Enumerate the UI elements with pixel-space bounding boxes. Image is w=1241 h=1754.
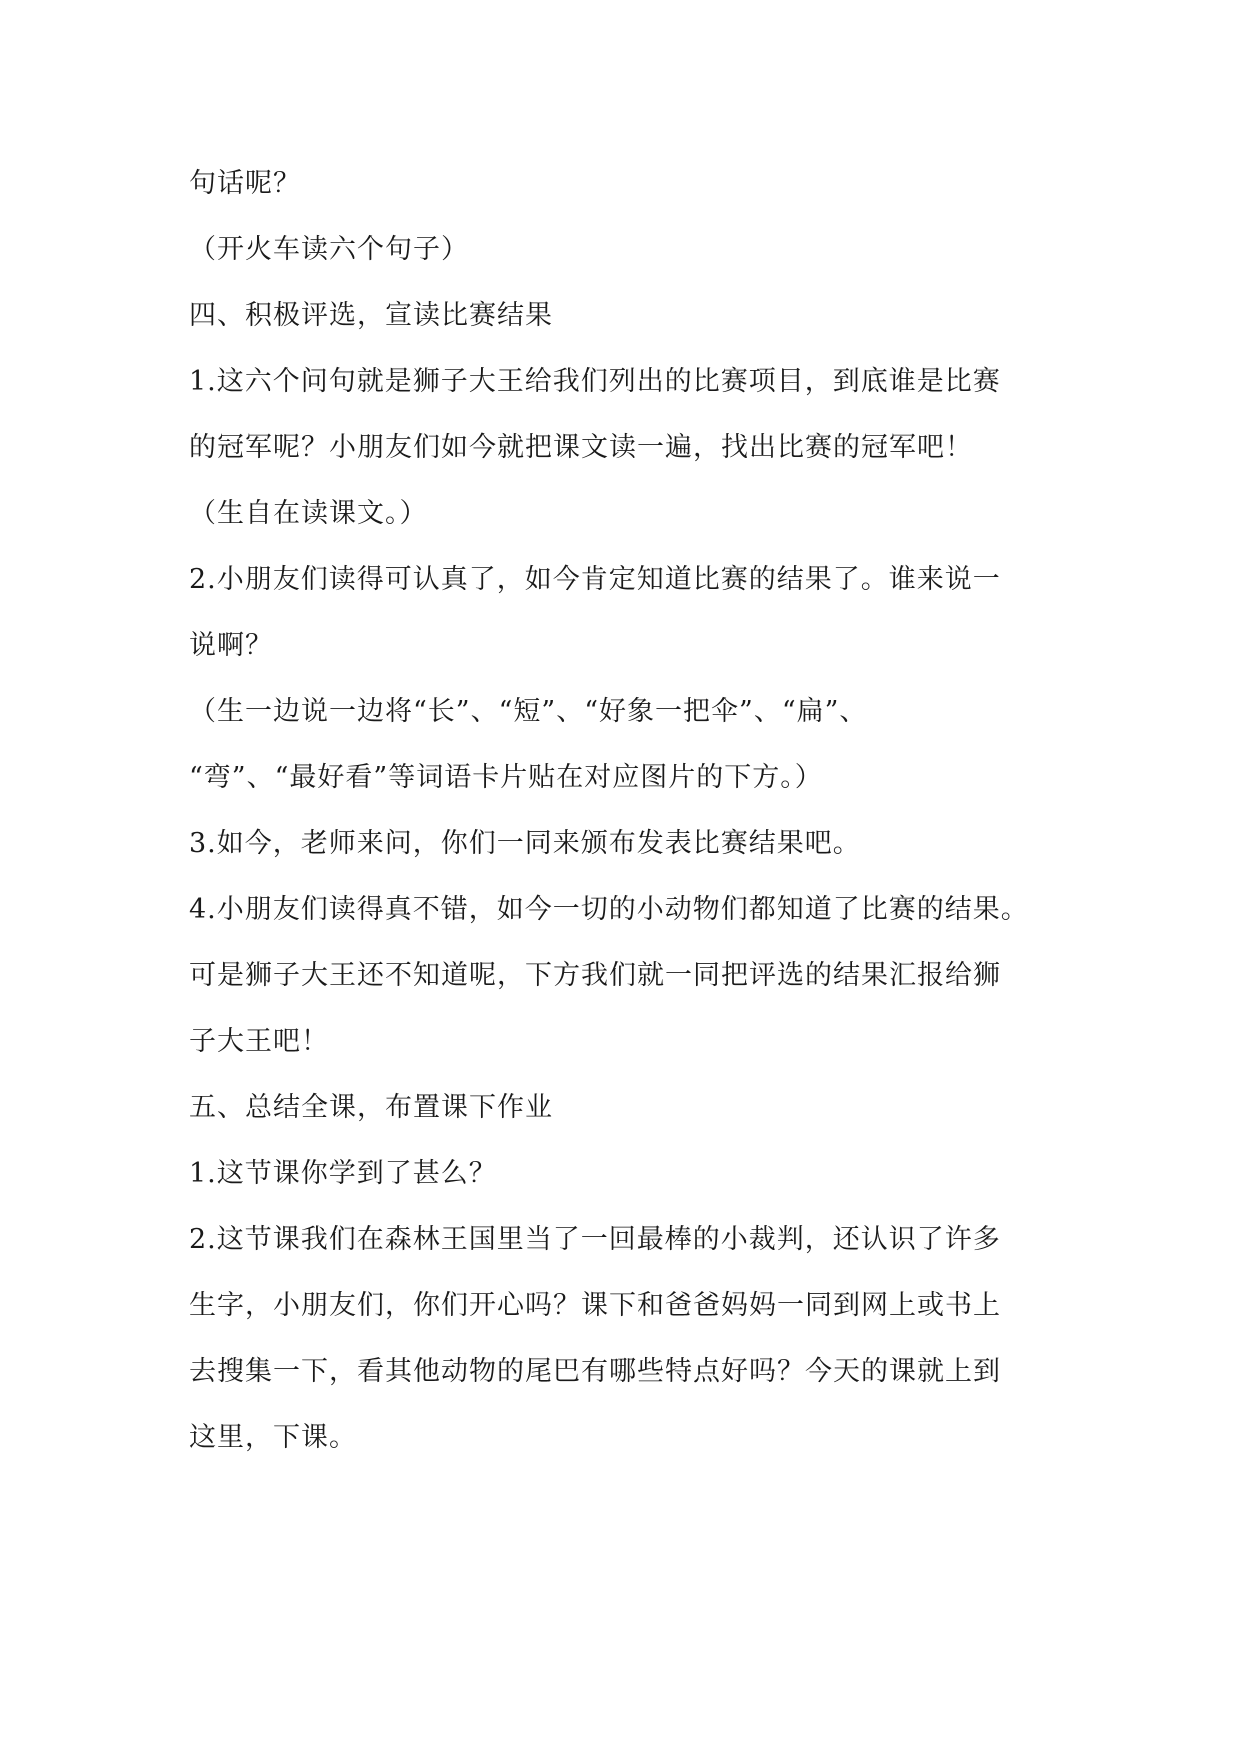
text-line-14: 子大王吧！ — [189, 1026, 329, 1057]
text-line-16: 1.这节课你学到了甚么？ — [189, 1158, 497, 1189]
text-line-2: （开火车读六个句子） — [189, 234, 469, 265]
text-line-13: 可是狮子大王还不知道呢，下方我们就一同把评选的结果汇报给狮 — [189, 960, 1001, 991]
text-line-17: 2.这节课我们在森林王国里当了一回最棒的小裁判，还认识了许多 — [189, 1224, 1001, 1255]
text-line-11: 3.如今，老师来问，你们一同来颁布发表比赛结果吧。 — [189, 828, 861, 859]
text-line-1: 句话呢？ — [189, 168, 301, 199]
section-heading-5: 五、总结全课，布置课下作业 — [189, 1092, 553, 1123]
text-line-7: 2.小朋友们读得可认真了，如今肯定知道比赛的结果了。谁来说一 — [189, 564, 1001, 595]
text-line-20: 这里，下课。 — [189, 1422, 357, 1453]
text-line-9: （生一边说一边将“长”、“短”、“好象一把伞”、“扁”、 — [189, 696, 868, 727]
text-line-10: “弯”、“最好看”等词语卡片贴在对应图片的下方。） — [189, 762, 823, 793]
text-line-4: 1.这六个问句就是狮子大王给我们列出的比赛项目，到底谁是比赛 — [189, 366, 1001, 397]
text-line-12: 4.小朋友们读得真不错，如今一切的小动物们都知道了比赛的结果。 — [189, 894, 1029, 925]
section-heading-4: 四、积极评选，宣读比赛结果 — [189, 300, 553, 331]
text-line-8: 说啊？ — [189, 630, 273, 661]
text-line-5: 的冠军呢？小朋友们如今就把课文读一遍，找出比赛的冠军吧！ — [189, 432, 973, 463]
text-line-6: （生自在读课文。） — [189, 498, 428, 529]
text-line-18: 生字，小朋友们，你们开心吗？课下和爸爸妈妈一同到网上或书上 — [189, 1290, 1001, 1321]
text-line-19: 去搜集一下，看其他动物的尾巴有哪些特点好吗？今天的课就上到 — [189, 1356, 1001, 1387]
